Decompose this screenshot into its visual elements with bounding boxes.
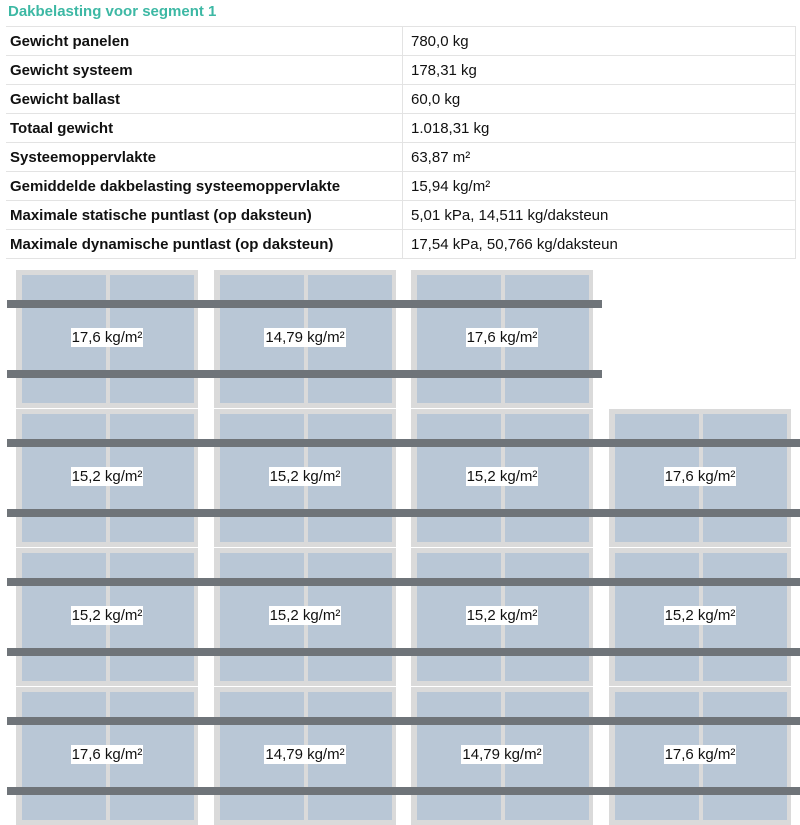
panel-load-value: 14,79 kg/m² <box>265 746 345 763</box>
panel-cell <box>308 414 392 542</box>
panel-cell <box>615 692 699 820</box>
row-label: Gewicht ballast <box>6 85 403 114</box>
panel-load-value: 17,6 kg/m² <box>466 329 538 346</box>
panel-load-value: 15,2 kg/m² <box>269 607 341 624</box>
panel-cell <box>703 553 787 681</box>
panel-load-value: 14,79 kg/m² <box>462 746 542 763</box>
solar-panel <box>16 548 198 686</box>
solar-panel <box>609 687 791 825</box>
panel-load-value: 17,6 kg/m² <box>664 746 736 763</box>
panel-cell <box>220 692 304 820</box>
panel-cell <box>22 553 106 681</box>
mounting-rail <box>7 509 800 517</box>
panel-load-value: 14,79 kg/m² <box>265 329 345 346</box>
mounting-rail <box>7 717 800 725</box>
table-row <box>6 230 796 259</box>
row-value: 178,31 kg <box>403 56 796 85</box>
mounting-rail <box>7 787 800 795</box>
row-label: Gewicht systeem <box>6 56 403 85</box>
row-label: Maximale statische puntlast (op daksteun) <box>6 201 403 230</box>
panel-cell <box>417 275 501 403</box>
panel-cell <box>220 553 304 681</box>
panel-cell <box>22 414 106 542</box>
row-label: Gemiddelde dakbelasting systeemoppervlakte <box>6 172 403 201</box>
panel-cell <box>703 692 787 820</box>
table-row <box>6 201 796 230</box>
solar-panel <box>411 270 593 408</box>
panel-load-value: 15,2 kg/m² <box>269 468 341 485</box>
table-row <box>6 56 796 85</box>
panel-cell <box>110 414 194 542</box>
solar-panel <box>609 409 791 547</box>
table-row <box>6 143 796 172</box>
table-row <box>6 114 796 143</box>
solar-panel <box>214 270 396 408</box>
row-value: 780,0 kg <box>403 27 796 56</box>
table-row <box>6 85 796 114</box>
row-label: Gewicht panelen <box>6 27 403 56</box>
panel-cell <box>615 414 699 542</box>
solar-panel <box>411 409 593 547</box>
panel-load-value: 15,2 kg/m² <box>664 607 736 624</box>
row-label: Totaal gewicht <box>6 114 403 143</box>
load-summary-table <box>6 26 796 259</box>
panel-cell <box>703 414 787 542</box>
solar-panel <box>411 548 593 686</box>
panel-load-value: 15,2 kg/m² <box>466 607 538 624</box>
row-value: 5,01 kPa, 14,511 kg/daksteun <box>403 201 796 230</box>
panel-layout <box>0 266 800 822</box>
solar-panel <box>411 687 593 825</box>
panel-cell <box>417 692 501 820</box>
solar-panel <box>214 548 396 686</box>
table-row <box>6 172 796 201</box>
panel-cell <box>110 553 194 681</box>
row-value: 63,87 m² <box>403 143 796 172</box>
row-value: 17,54 kPa, 50,766 kg/daksteun <box>403 230 796 259</box>
panel-cell <box>220 275 304 403</box>
row-value: 1.018,31 kg <box>403 114 796 143</box>
solar-panel <box>16 270 198 408</box>
panel-load-value: 15,2 kg/m² <box>71 468 143 485</box>
solar-panel <box>609 548 791 686</box>
panel-cell <box>417 414 501 542</box>
panel-cell <box>110 275 194 403</box>
panel-cell <box>505 275 589 403</box>
mounting-rail <box>7 439 800 447</box>
row-label: Systeemoppervlakte <box>6 143 403 172</box>
panel-cell <box>505 414 589 542</box>
panel-cell <box>22 275 106 403</box>
panel-cell <box>505 692 589 820</box>
table-row <box>6 27 796 56</box>
panel-cell <box>615 553 699 681</box>
panel-load-value: 17,6 kg/m² <box>71 746 143 763</box>
row-value: 60,0 kg <box>403 85 796 114</box>
mounting-rail <box>7 370 602 378</box>
panel-cell <box>308 275 392 403</box>
solar-panel <box>16 687 198 825</box>
panel-cell <box>308 692 392 820</box>
panel-cell <box>22 692 106 820</box>
panel-load-value: 15,2 kg/m² <box>466 468 538 485</box>
panel-load-value: 17,6 kg/m² <box>664 468 736 485</box>
solar-panel <box>214 687 396 825</box>
row-value: 15,94 kg/m² <box>403 172 796 201</box>
row-label: Maximale dynamische puntlast (op daksteun) <box>6 230 403 259</box>
panel-cell <box>110 692 194 820</box>
mounting-rail <box>7 578 800 586</box>
segment-title: Dakbelasting voor segment 1 <box>8 3 217 20</box>
solar-panel <box>16 409 198 547</box>
mounting-rail <box>7 648 800 656</box>
mounting-rail <box>7 300 602 308</box>
panel-cell <box>505 553 589 681</box>
panel-load-value: 17,6 kg/m² <box>71 329 143 346</box>
panel-cell <box>417 553 501 681</box>
panel-cell <box>308 553 392 681</box>
solar-panel <box>214 409 396 547</box>
panel-load-value: 15,2 kg/m² <box>71 607 143 624</box>
panel-cell <box>220 414 304 542</box>
